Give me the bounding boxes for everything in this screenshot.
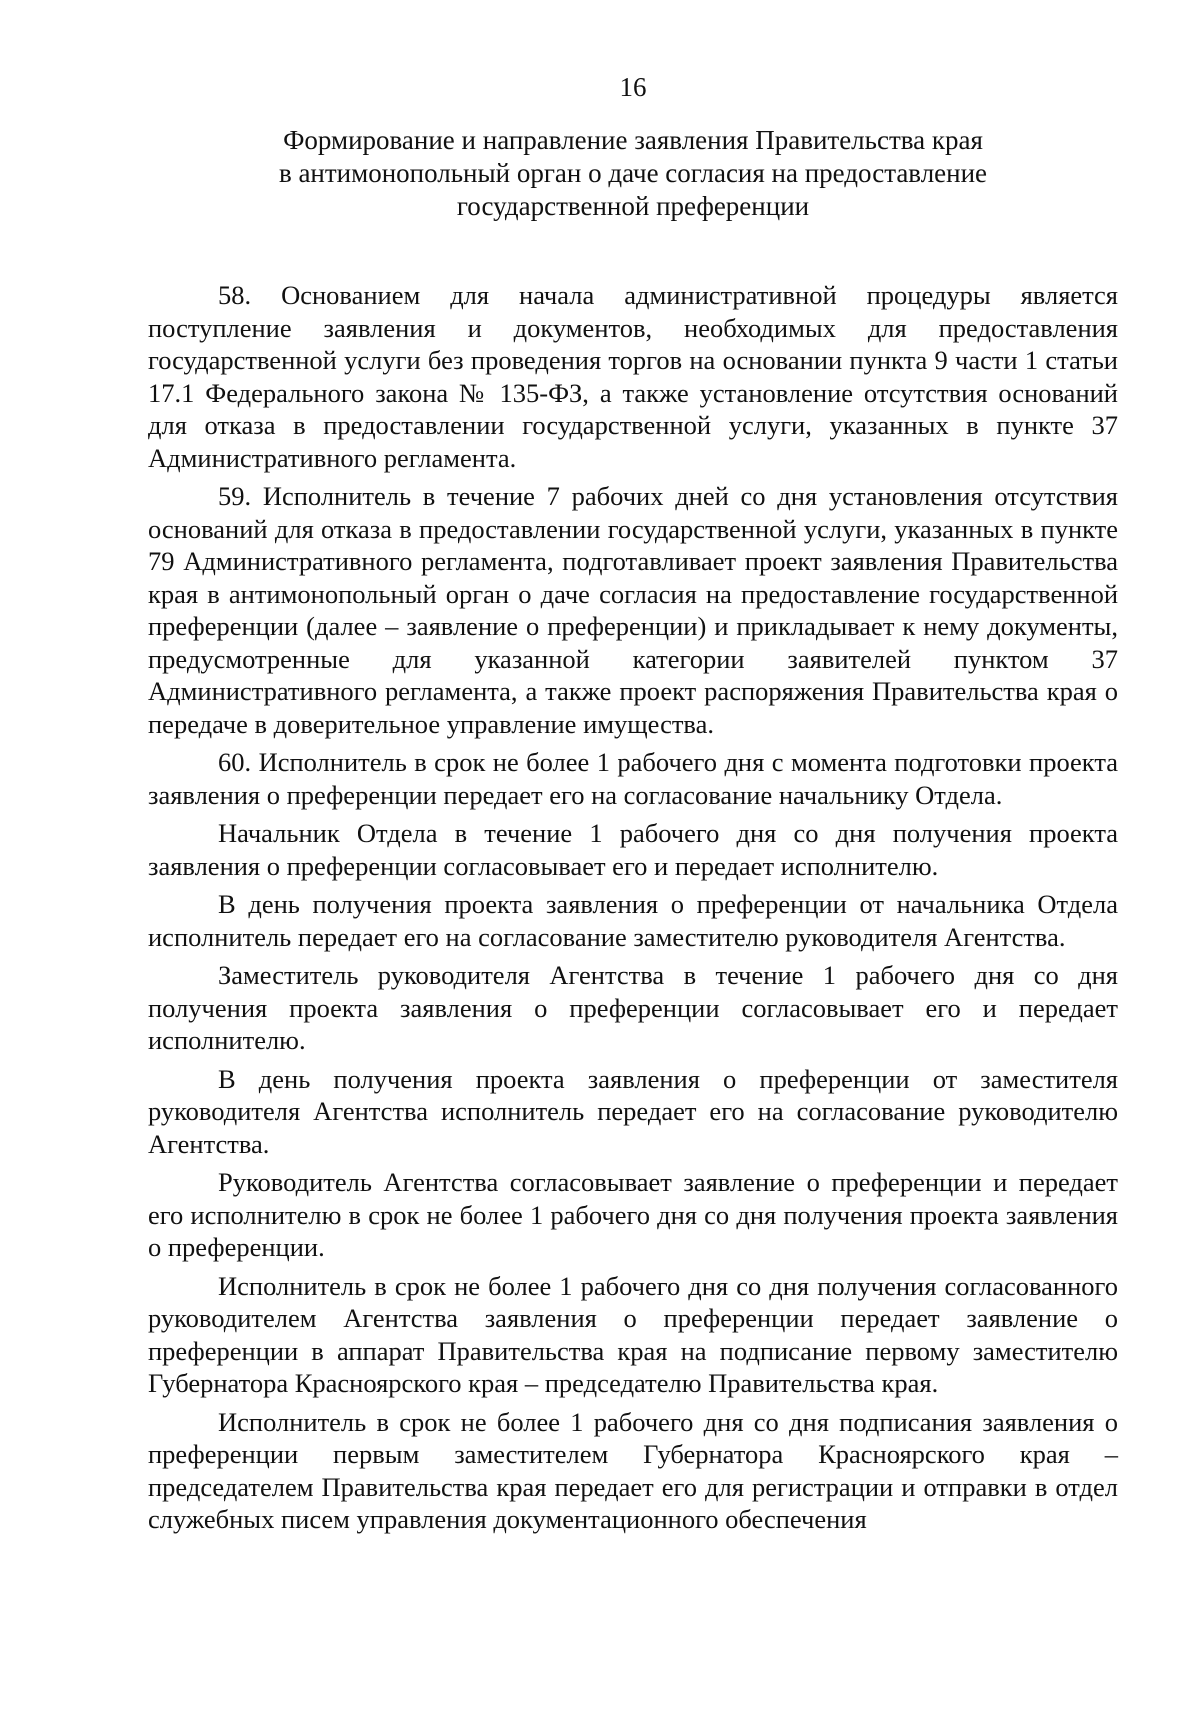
page-number: 16 xyxy=(619,72,647,102)
section-title-line: в антимонопольный орган о даче согласия на предоставление xyxy=(278,158,988,188)
paragraph: В день получения проекта заявления о преференции от начальника Отдела исполнитель передает его на согласование заместителю руководителя Агентства. xyxy=(148,889,1118,952)
document-body xyxy=(148,279,1118,1536)
paragraph: Исполнитель в срок не более 1 рабочего дня со дня подписания заявления о преференции первым заместителем Губернатора Красноярского края – председателем Правительства края передает его для регистрации и отправки в отдел служебных писем управления документационного обеспечения xyxy=(148,1406,1118,1534)
paragraph-59: 59. Исполнитель в течение 7 рабочих дней со дня установления отсутствия оснований для отказа в предоставлении государственной услуги, указанных в пункте 79 Административного регламента, подготавливает проект заявления Правительства края в антимонопольный орган о даче согласия на предоставление государственной преференции (далее – заявление о преференции) и прикладывает к нему документы, предусмотренные для указанной категории заявителей пунктом 37 Административного регламента, а также проект распоряжения Правительства края о передаче в доверительное управление имущества. xyxy=(148,481,1118,739)
paragraph: Руководитель Агентства согласовывает заявление о преференции и передает его исполнителю в срок не более 1 рабочего дня со дня получения проекта заявления о преференции. xyxy=(148,1167,1118,1262)
paragraph: Начальник Отдела в течение 1 рабочего дня со дня получения проекта заявления о преференции согласовывает его и передает исполнителю. xyxy=(148,818,1118,881)
paragraph: Исполнитель в срок не более 1 рабочего дня со дня получения согласованного руководителем Агентства заявления о преференции передает заявление о преференции в аппарат Правительства края на подписание первому заместителю Губернатора Красноярского края – председателю Правительства края. xyxy=(148,1270,1118,1398)
section-title-line: государственной преференции xyxy=(456,191,810,221)
paragraph: Заместитель руководителя Агентства в течение 1 рабочего дня со дня получения проекта заявления о преференции согласовывает его и передает исполнителю. xyxy=(148,960,1118,1055)
section-title-line: Формирование и направление заявления Правительства края xyxy=(283,125,983,155)
paragraph-58: 58. Основанием для начала административной процедуры является поступление заявления и документов, необходимых для предоставления государственной услуги без проведения торгов на основании пункта 9 части 1 статьи 17.1 Федерального закона № 135-ФЗ, а также установление отсутствия оснований для отказа в предоставлении государственной услуги, указанных в пункте 37 Административного регламента. xyxy=(148,280,1118,473)
paragraph: В день получения проекта заявления о преференции от заместителя руководителя Агентства исполнитель передает его на согласование руководителю Агентства. xyxy=(148,1063,1118,1159)
section-title xyxy=(148,124,1118,223)
paragraph-60: 60. Исполнитель в срок не более 1 рабочего дня с момента подготовки проекта заявления о преференции передает его на согласование начальнику Отдела. xyxy=(148,747,1118,810)
